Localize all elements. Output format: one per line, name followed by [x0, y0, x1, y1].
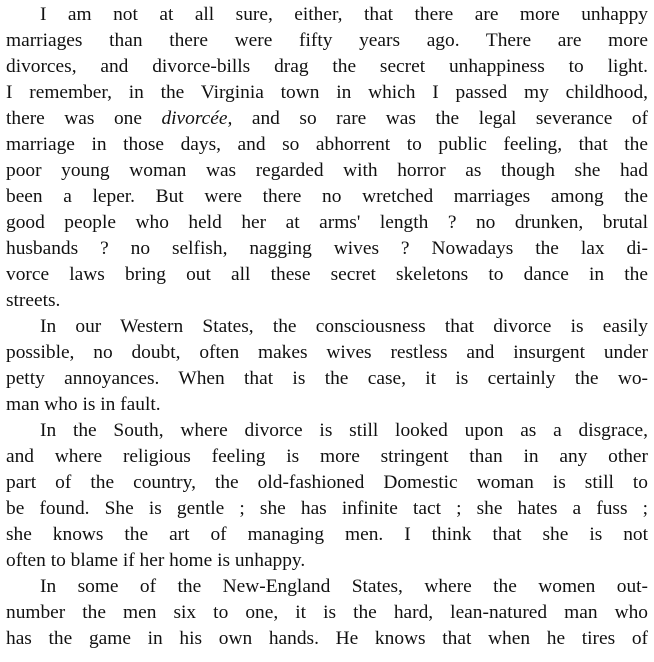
text-line: [6, 106, 648, 132]
text-line: petty annoyances. When that is the case, it is certainly the wo-: [6, 368, 648, 389]
text-line: part of the country, the old-fashioned Domestic woman is still to: [6, 472, 648, 493]
text-line: In the South, where divorce is still looked upon as a disgrace,: [40, 420, 648, 441]
text-line: In our Western States, the consciousness that divorce is easily: [40, 316, 648, 337]
text-line: divorces, and divorce-bills drag the secret unhappiness to light.: [6, 56, 648, 77]
text-segment: there was one: [6, 108, 162, 129]
text-line: vorce laws bring out all these secret skeletons to dance in the: [6, 264, 648, 285]
text-line: been a leper. But were there no wretched marriages among the: [6, 186, 648, 207]
text-line: be found. She is gentle ; she has infinite tact ; she hates a fuss ;: [6, 498, 648, 519]
text-line: I remember, in the Virginia town in which I passed my childhood,: [6, 82, 648, 103]
text-line: possible, no doubt, often makes wives restless and insurgent under: [6, 342, 648, 363]
text-line: and where religious feeling is more stringent than in any other: [6, 446, 648, 467]
text-line: good people who held her at arms' length ? no drunken, brutal: [6, 212, 648, 233]
text-line: she knows the art of managing men. I think that she is not: [6, 524, 648, 545]
italic-word: divorcée,: [161, 108, 233, 129]
text-line: man who is in fault.: [6, 394, 161, 415]
text-line: I am not at all sure, either, that there are more unhappy: [40, 4, 648, 25]
text-line: husbands ? no selfish, nagging wives ? Nowadays the lax di-: [6, 238, 648, 259]
text-line: has the game in his own hands. He knows that when he tires of: [6, 628, 648, 649]
text-segment: and so rare was the legal severance of: [232, 108, 648, 129]
text-line: number the men six to one, it is the hard, lean-natured man who: [6, 602, 648, 623]
text-line: marriage in those days, and so abhorrent to public feeling, that the: [6, 134, 648, 155]
text-line: In some of the New-England States, where the women out-: [40, 576, 648, 597]
text-line: often to blame if her home is unhappy.: [6, 550, 306, 571]
text-line: marriages than there were fifty years ago. There are more: [6, 30, 648, 51]
text-line: streets.: [6, 290, 61, 311]
text-line: poor young woman was regarded with horror as though she had: [6, 160, 648, 181]
